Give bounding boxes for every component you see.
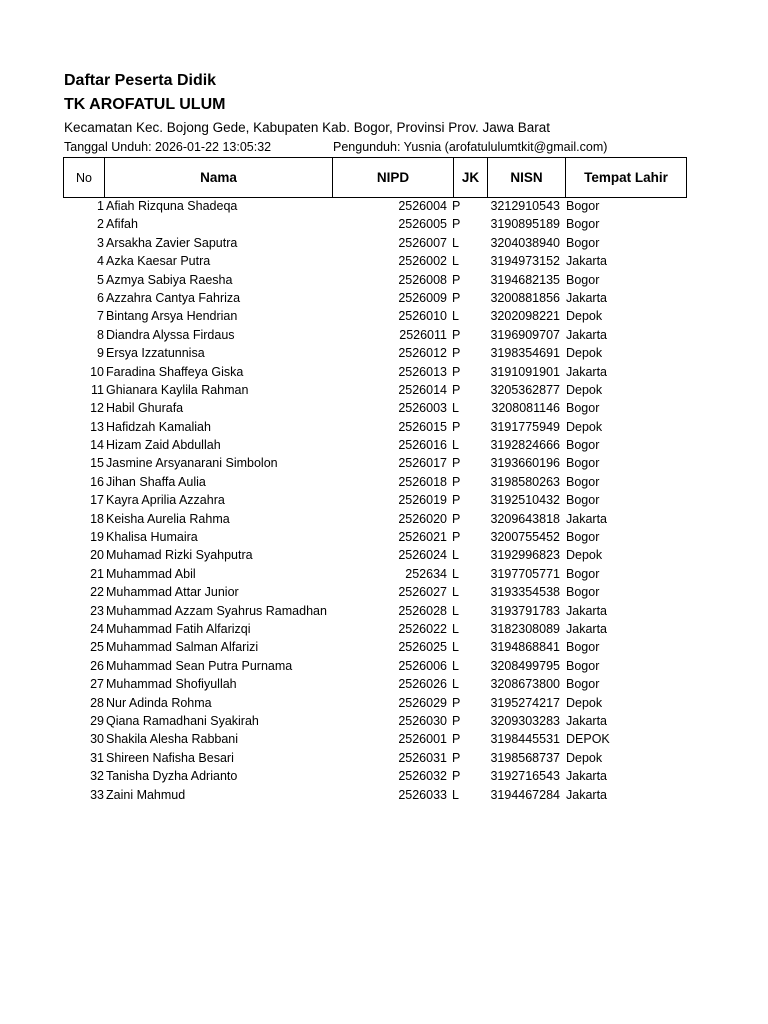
student-name: Bintang Arsya Hendrian [106,309,238,324]
gender-value: P [452,199,461,213]
gender-value: L [452,621,459,636]
table-row [0,271,768,289]
birthplace-value: Bogor [566,658,600,673]
gender-value: L [452,677,459,692]
row-number: 28 [90,695,104,710]
row-number: 4 [97,254,104,269]
row-number: 12 [90,401,104,416]
nipd-value: 2526024 [398,548,447,563]
nipd-value: 2526026 [398,677,447,692]
nisn-value: 3198445531 [490,732,560,747]
nisn-value: 3212910543 [490,199,560,213]
row-number: 14 [90,438,104,453]
nipd-value: 2526010 [398,309,447,324]
gender-value: P [452,474,461,489]
nisn-value: 3200755452 [490,530,560,545]
nisn-value: 3192510432 [490,493,560,508]
birthplace-value: Jakarta [566,603,607,618]
school-name: TK AROFATUL ULUM [64,96,226,113]
nipd-value: 2526005 [398,217,447,232]
nipd-value: 2526019 [398,493,447,508]
gender-value: L [452,548,459,563]
student-name: Jihan Shaffa Aulia [106,474,206,489]
birthplace-value: Bogor [566,272,600,287]
table-row [0,528,768,546]
nipd-value: 2526008 [398,272,447,287]
nisn-value: 3208673800 [490,677,560,692]
student-name: Azzahra Cantya Fahriza [106,290,241,305]
row-number: 24 [90,621,104,636]
gender-value: L [452,438,459,453]
student-name: Khalisa Humaira [106,530,198,545]
student-name: Muhammad Abil [106,566,196,581]
nisn-value: 3193791783 [490,603,560,618]
birthplace-value: Depok [566,750,603,765]
table-row [0,197,768,215]
table-row [0,638,768,656]
nipd-value: 2526007 [398,235,447,250]
student-name: Shireen Nafisha Besari [106,750,234,765]
gender-value: P [452,290,461,305]
column-header-nisn: NISN [487,157,566,198]
student-name: Muhamad Rizki Syahputra [106,548,253,563]
table-row [0,454,768,472]
gender-value: P [452,419,461,434]
student-name: Azmya Sabiya Raesha [106,272,233,287]
row-number: 25 [90,640,104,655]
table-row [0,657,768,675]
gender-value: P [452,346,461,361]
nisn-value: 3205362877 [490,382,560,397]
row-number: 2 [97,217,104,232]
nisn-value: 3198580263 [490,474,560,489]
gender-value: L [452,254,459,269]
gender-value: P [452,272,461,287]
student-name: Habil Ghurafa [106,401,184,416]
gender-value: P [452,382,461,397]
row-number: 32 [90,769,104,784]
nisn-value: 3191775949 [490,419,560,434]
student-name: Keisha Aurelia Rahma [106,511,230,526]
table-row [0,363,768,381]
nipd-value: 2526014 [398,382,447,397]
table-header [63,157,687,197]
table-row [0,583,768,601]
nisn-value: 3195274217 [490,695,560,710]
nisn-value: 3193660196 [490,456,560,471]
nipd-value: 2526006 [398,658,447,673]
nisn-value: 3182308089 [490,621,560,636]
table-row [0,767,768,785]
downloader-info: Pengunduh: Yusnia (arofatululumtkit@gmail.com) [333,140,608,154]
student-name: Faradina Shaffeya Giska [106,364,244,379]
nipd-value: 2526032 [398,769,447,784]
nisn-value: 3194467284 [490,787,560,802]
birthplace-value: Bogor [566,493,600,508]
gender-value: P [452,493,461,508]
nisn-value: 3202098221 [490,309,560,324]
table-row [0,344,768,362]
birthplace-value: Depok [566,382,603,397]
gender-value: P [452,456,461,471]
birthplace-value: Bogor [566,217,600,232]
table-row [0,694,768,712]
student-name: Muhammad Attar Junior [106,585,239,600]
row-number: 9 [97,346,104,361]
birthplace-value: Depok [566,309,603,324]
row-number: 18 [90,511,104,526]
birthplace-value: Bogor [566,474,600,489]
gender-value: L [452,787,459,802]
table-row [0,326,768,344]
nipd-value: 2526028 [398,603,447,618]
nipd-value: 2526004 [398,199,447,213]
row-number: 5 [97,272,104,287]
gender-value: L [452,235,459,250]
nisn-value: 3191091901 [490,364,560,379]
birthplace-value: Bogor [566,438,600,453]
student-name: Muhammad Fatih Alfarizqi [106,621,251,636]
nisn-value: 3197705771 [490,566,560,581]
nisn-value: 3194868841 [490,640,560,655]
student-name: Kayra Aprilia Azzahra [106,493,225,508]
row-number: 7 [97,309,104,324]
student-name: Tanisha Dyzha Adrianto [106,769,238,784]
row-number: 8 [97,327,104,342]
nisn-value: 3209303283 [490,713,560,728]
nipd-value: 2526001 [398,732,447,747]
table-row [0,620,768,638]
nisn-value: 3200881856 [490,290,560,305]
student-name: Muhammad Sean Putra Purnama [106,658,293,673]
student-name: Ersya Izzatunnisa [106,346,205,361]
birthplace-value: Bogor [566,566,600,581]
nipd-value: 2526017 [398,456,447,471]
nipd-value: 2526020 [398,511,447,526]
nipd-value: 2526015 [398,419,447,434]
nipd-value: 2526011 [399,327,447,342]
row-number: 27 [90,677,104,692]
birthplace-value: Depok [566,419,603,434]
gender-value: L [452,585,459,600]
gender-value: L [452,640,459,655]
nisn-value: 3198354691 [490,346,560,361]
table-row [0,510,768,528]
gender-value: P [452,217,461,232]
birthplace-value: Jakarta [566,713,607,728]
location-line: Kecamatan Kec. Bojong Gede, Kabupaten Kab. Bogor, Provinsi Prov. Jawa Barat [64,120,551,135]
download-date: Tanggal Unduh: 2026-01-22 13:05:32 [64,140,272,154]
table-row [0,399,768,417]
student-name: Muhammad Azzam Syahrus Ramadhan [106,603,327,618]
row-number: 1 [97,199,104,213]
nipd-value: 2526002 [398,254,447,269]
birthplace-value: Bogor [566,677,600,692]
nisn-value: 3194973152 [490,254,560,269]
column-header-jk: JK [453,157,488,198]
birthplace-value: Bogor [566,640,600,655]
birthplace-value: Depok [566,346,603,361]
nisn-value: 3196909707 [490,327,560,342]
table-row [0,730,768,748]
table-row [0,436,768,454]
birthplace-value: Jakarta [566,364,607,379]
column-header-tempat-lahir: Tempat Lahir [565,157,687,198]
row-number: 19 [90,530,104,545]
nipd-value: 252634 [405,566,447,581]
birthplace-value: Jakarta [566,787,607,802]
table-row [0,289,768,307]
table-row [0,546,768,564]
birthplace-value: Bogor [566,585,600,600]
row-number: 26 [90,658,104,673]
student-name: Diandra Alyssa Firdaus [106,327,235,342]
birthplace-value: Jakarta [566,621,607,636]
row-number: 15 [90,456,104,471]
gender-value: L [452,401,459,416]
birthplace-value: Bogor [566,235,600,250]
student-name: Zaini Mahmud [106,787,186,802]
birthplace-value: Bogor [566,199,600,213]
row-number: 10 [90,364,104,379]
table-row [0,234,768,252]
row-number: 31 [90,750,104,765]
student-name: Muhammad Salman Alfarizi [106,640,259,655]
birthplace-value: Bogor [566,530,600,545]
row-number: 33 [90,787,104,802]
nisn-value: 3204038940 [490,235,560,250]
nipd-value: 2526013 [398,364,447,379]
student-name: Ghianara Kaylila Rahman [106,382,249,397]
nisn-value: 3192824666 [490,438,560,453]
table-row [0,418,768,436]
birthplace-value: Jakarta [566,290,607,305]
row-number: 20 [90,548,104,563]
nipd-value: 2526025 [398,640,447,655]
row-number: 13 [90,419,104,434]
gender-value: P [452,732,461,747]
nisn-value: 3193354538 [490,585,560,600]
column-header-nipd: NIPD [332,157,454,198]
row-number: 21 [90,566,104,581]
student-name: Afiah Rizquna Shadeqa [106,199,238,213]
nipd-value: 2526027 [398,585,447,600]
student-name: Hafidzah Kamaliah [106,419,211,434]
table-row [0,491,768,509]
column-header-no: No [63,157,105,198]
row-number: 30 [90,732,104,747]
birthplace-value: Jakarta [566,254,607,269]
nipd-value: 2526003 [398,401,447,416]
nipd-value: 2526016 [398,438,447,453]
table-row [0,749,768,767]
gender-value: L [452,566,459,581]
nisn-value: 3192716543 [490,769,560,784]
gender-value: P [452,511,461,526]
gender-value: P [452,327,461,342]
document-title: Daftar Peserta Didik [64,72,217,89]
birthplace-value: Jakarta [566,511,607,526]
student-name: Muhammad Shofiyullah [106,677,237,692]
nisn-value: 3190895189 [490,217,560,232]
table-row [0,473,768,491]
student-name: Jasmine Arsyanarani Simbolon [106,456,278,471]
table-row [0,252,768,270]
row-number: 11 [91,382,104,397]
birthplace-value: Bogor [566,401,600,416]
nisn-value: 3192996823 [490,548,560,563]
nipd-value: 2526029 [398,695,447,710]
table-row [0,565,768,583]
birthplace-value: Bogor [566,456,600,471]
row-number: 16 [90,474,104,489]
gender-value: P [452,713,461,728]
table-row [0,307,768,325]
row-number: 17 [90,493,104,508]
table-row [0,675,768,693]
nipd-value: 2526009 [398,290,447,305]
gender-value: L [452,603,459,618]
gender-value: P [452,530,461,545]
nipd-value: 2526033 [398,787,447,802]
nipd-value: 2526018 [398,474,447,489]
nisn-value: 3194682135 [490,272,560,287]
birthplace-value: DEPOK [566,732,610,747]
table-row [0,215,768,233]
gender-value: P [452,750,461,765]
nisn-value: 3209643818 [490,511,560,526]
column-header-nama: Nama [104,157,333,198]
nipd-value: 2526022 [398,621,447,636]
row-number: 29 [90,713,104,728]
nipd-value: 2526031 [398,750,447,765]
gender-value: L [452,309,459,324]
gender-value: P [452,364,461,379]
nipd-value: 2526030 [398,713,447,728]
nipd-value: 2526012 [398,346,447,361]
table-body [0,197,768,804]
nisn-value: 3198568737 [490,750,560,765]
birthplace-value: Depok [566,548,603,563]
row-number: 3 [97,235,104,250]
table-row [0,786,768,804]
student-name: Shakila Alesha Rabbani [106,732,239,747]
birthplace-value: Depok [566,695,603,710]
nipd-value: 2526021 [398,530,447,545]
gender-value: P [452,695,461,710]
nisn-value: 3208499795 [490,658,560,673]
student-name: Nur Adinda Rohma [106,695,212,710]
row-number: 23 [90,603,104,618]
gender-value: P [452,769,461,784]
table-row [0,712,768,730]
table-row [0,381,768,399]
birthplace-value: Jakarta [566,769,607,784]
gender-value: L [452,658,459,673]
student-name: Qiana Ramadhani Syakirah [106,713,259,728]
student-name: Afifah [106,217,138,232]
birthplace-value: Jakarta [566,327,607,342]
nisn-value: 3208081146 [491,401,560,416]
student-name: Azka Kaesar Putra [106,254,211,269]
row-number: 6 [97,290,104,305]
student-name: Arsakha Zavier Saputra [106,235,238,250]
row-number: 22 [90,585,104,600]
student-name: Hizam Zaid Abdullah [106,438,221,453]
table-row [0,602,768,620]
